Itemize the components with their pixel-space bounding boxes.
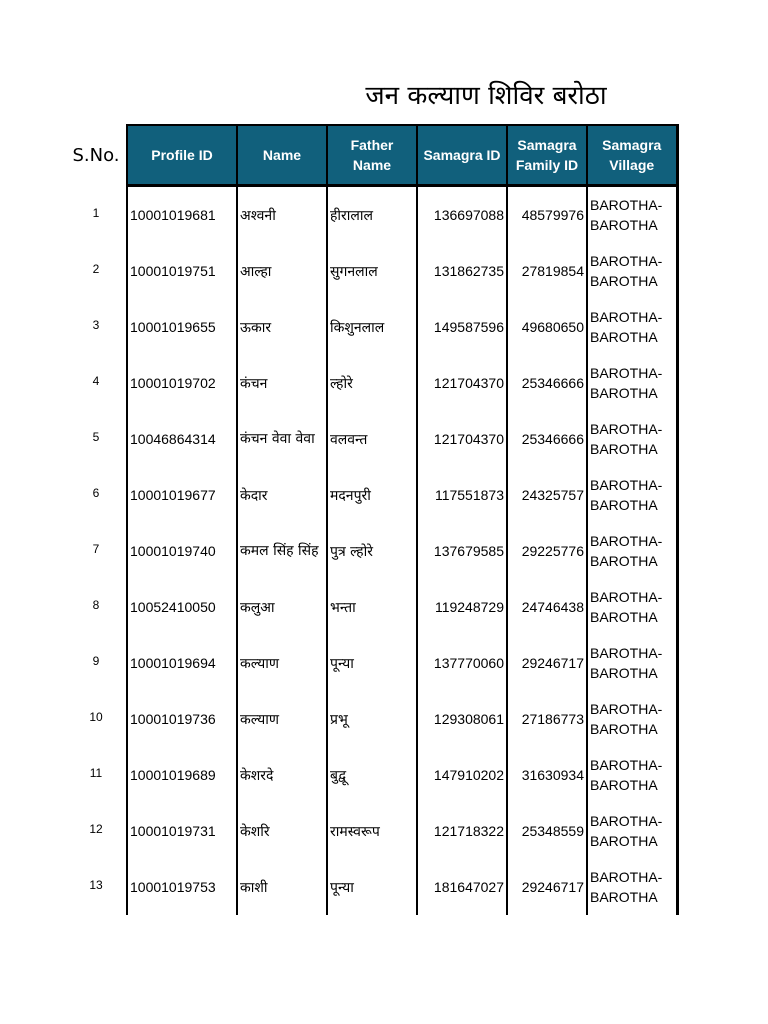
sno-cell: 5	[92, 430, 100, 444]
name-cell: कंचन	[237, 355, 327, 411]
name-cell: कंचन वेवा वेवा	[237, 411, 327, 467]
samagra-id-cell: 117551873	[417, 467, 507, 523]
table-row	[127, 523, 677, 579]
samagra-family-id-cell: 29246717	[507, 635, 587, 691]
samagra-village-cell: BAROTHA-BAROTHA	[587, 859, 677, 915]
table-row	[127, 467, 677, 523]
sno-column	[56, 185, 136, 913]
samagra-id-cell: 147910202	[417, 747, 507, 803]
name-cell: केदार	[237, 467, 327, 523]
samagra-id-cell: 131862735	[417, 243, 507, 299]
profile-id-cell: 10052410050	[127, 579, 237, 635]
profile-id-cell: 10046864314	[127, 411, 237, 467]
header-samagra-id: Samagra ID	[417, 125, 507, 186]
samagra-family-id-cell: 25346666	[507, 355, 587, 411]
sno-cell: 1	[92, 206, 100, 220]
table-header-row	[127, 125, 677, 186]
samagra-id-cell: 121704370	[417, 355, 507, 411]
samagra-family-id-cell: 48579976	[507, 186, 587, 244]
table-row	[127, 243, 677, 299]
profile-id-cell: 10001019751	[127, 243, 237, 299]
samagra-id-cell: 121718322	[417, 803, 507, 859]
table-row	[127, 186, 677, 244]
name-cell: ऊकार	[237, 299, 327, 355]
samagra-village-cell: BAROTHA-BAROTHA	[587, 803, 677, 859]
table-row	[127, 411, 677, 467]
sno-header: S.No.	[72, 144, 120, 166]
name-cell: आल्हा	[237, 243, 327, 299]
profile-id-cell: 10001019677	[127, 467, 237, 523]
table-row	[127, 747, 677, 803]
profile-id-cell: 10001019753	[127, 859, 237, 915]
father-name-cell: वलवन्त	[327, 411, 417, 467]
father-name-cell: भन्ता	[327, 579, 417, 635]
sno-cell: 4	[92, 374, 100, 388]
name-cell: कल्याण	[237, 635, 327, 691]
name-cell: काशी	[237, 859, 327, 915]
sno-cell: 6	[92, 486, 100, 500]
header-samagra-family-id: Samagra Family ID	[507, 125, 587, 186]
document-title: जन कल्याण शिविर बरोठा	[365, 81, 607, 111]
samagra-family-id-cell: 24325757	[507, 467, 587, 523]
samagra-family-id-cell: 24746438	[507, 579, 587, 635]
name-cell: कमल सिंह सिंह	[237, 523, 327, 579]
sno-cell: 11	[89, 766, 103, 780]
father-name-cell: बुद्वू	[327, 747, 417, 803]
sno-cell: 10	[89, 710, 103, 724]
samagra-village-cell: BAROTHA-BAROTHA	[587, 299, 677, 355]
table-row	[127, 299, 677, 355]
profile-id-cell: 10001019740	[127, 523, 237, 579]
table-row	[127, 803, 677, 859]
sno-cell: 7	[92, 542, 100, 556]
samagra-village-cell: BAROTHA-BAROTHA	[587, 523, 677, 579]
father-name-cell: पून्या	[327, 859, 417, 915]
profile-id-cell: 10001019736	[127, 691, 237, 747]
samagra-village-cell: BAROTHA-BAROTHA	[587, 411, 677, 467]
beneficiary-table	[126, 124, 679, 915]
samagra-village-cell: BAROTHA-BAROTHA	[587, 747, 677, 803]
samagra-village-cell: BAROTHA-BAROTHA	[587, 635, 677, 691]
samagra-id-cell: 137770060	[417, 635, 507, 691]
samagra-family-id-cell: 27819854	[507, 243, 587, 299]
table-row	[127, 859, 677, 915]
samagra-family-id-cell: 31630934	[507, 747, 587, 803]
header-profile-id: Profile ID	[127, 125, 237, 186]
samagra-family-id-cell: 49680650	[507, 299, 587, 355]
father-name-cell: हीरालाल	[327, 186, 417, 244]
father-name-cell: पुत्र ल्होरे	[327, 523, 417, 579]
father-name-cell: किशुनलाल	[327, 299, 417, 355]
table-row	[127, 691, 677, 747]
samagra-id-cell: 129308061	[417, 691, 507, 747]
father-name-cell: सुगनलाल	[327, 243, 417, 299]
profile-id-cell: 10001019731	[127, 803, 237, 859]
sno-cell: 2	[92, 262, 100, 276]
sno-cell: 12	[89, 822, 103, 836]
name-cell: केशरदे	[237, 747, 327, 803]
profile-id-cell: 10001019681	[127, 186, 237, 244]
father-name-cell: ल्होरे	[327, 355, 417, 411]
header-name: Name	[237, 125, 327, 186]
samagra-village-cell: BAROTHA-BAROTHA	[587, 579, 677, 635]
father-name-cell: रामस्वरूप	[327, 803, 417, 859]
profile-id-cell: 10001019702	[127, 355, 237, 411]
samagra-village-cell: BAROTHA-BAROTHA	[587, 243, 677, 299]
sno-cell: 9	[92, 654, 100, 668]
sno-cell: 3	[92, 318, 100, 332]
profile-id-cell: 10001019689	[127, 747, 237, 803]
samagra-village-cell: BAROTHA-BAROTHA	[587, 186, 677, 244]
header-father-name: Father Name	[327, 125, 417, 186]
samagra-family-id-cell: 29246717	[507, 859, 587, 915]
name-cell: अश्वनी	[237, 186, 327, 244]
profile-id-cell: 10001019655	[127, 299, 237, 355]
father-name-cell: प्रभू	[327, 691, 417, 747]
samagra-village-cell: BAROTHA-BAROTHA	[587, 355, 677, 411]
sno-cell: 13	[89, 878, 103, 892]
samagra-family-id-cell: 27186773	[507, 691, 587, 747]
samagra-id-cell: 121704370	[417, 411, 507, 467]
samagra-village-cell: BAROTHA-BAROTHA	[587, 691, 677, 747]
table-row	[127, 635, 677, 691]
name-cell: कल्याण	[237, 691, 327, 747]
samagra-family-id-cell: 25346666	[507, 411, 587, 467]
samagra-id-cell: 137679585	[417, 523, 507, 579]
samagra-family-id-cell: 29225776	[507, 523, 587, 579]
header-samagra-village: Samagra Village	[587, 125, 677, 186]
samagra-village-cell: BAROTHA-BAROTHA	[587, 467, 677, 523]
profile-id-cell: 10001019694	[127, 635, 237, 691]
table-row	[127, 579, 677, 635]
sno-cell: 8	[92, 598, 100, 612]
name-cell: केशरि	[237, 803, 327, 859]
samagra-family-id-cell: 25348559	[507, 803, 587, 859]
father-name-cell: मदनपुरी	[327, 467, 417, 523]
samagra-id-cell: 181647027	[417, 859, 507, 915]
samagra-id-cell: 149587596	[417, 299, 507, 355]
samagra-id-cell: 136697088	[417, 186, 507, 244]
name-cell: कलुआ	[237, 579, 327, 635]
table-row	[127, 355, 677, 411]
samagra-id-cell: 119248729	[417, 579, 507, 635]
father-name-cell: पून्या	[327, 635, 417, 691]
